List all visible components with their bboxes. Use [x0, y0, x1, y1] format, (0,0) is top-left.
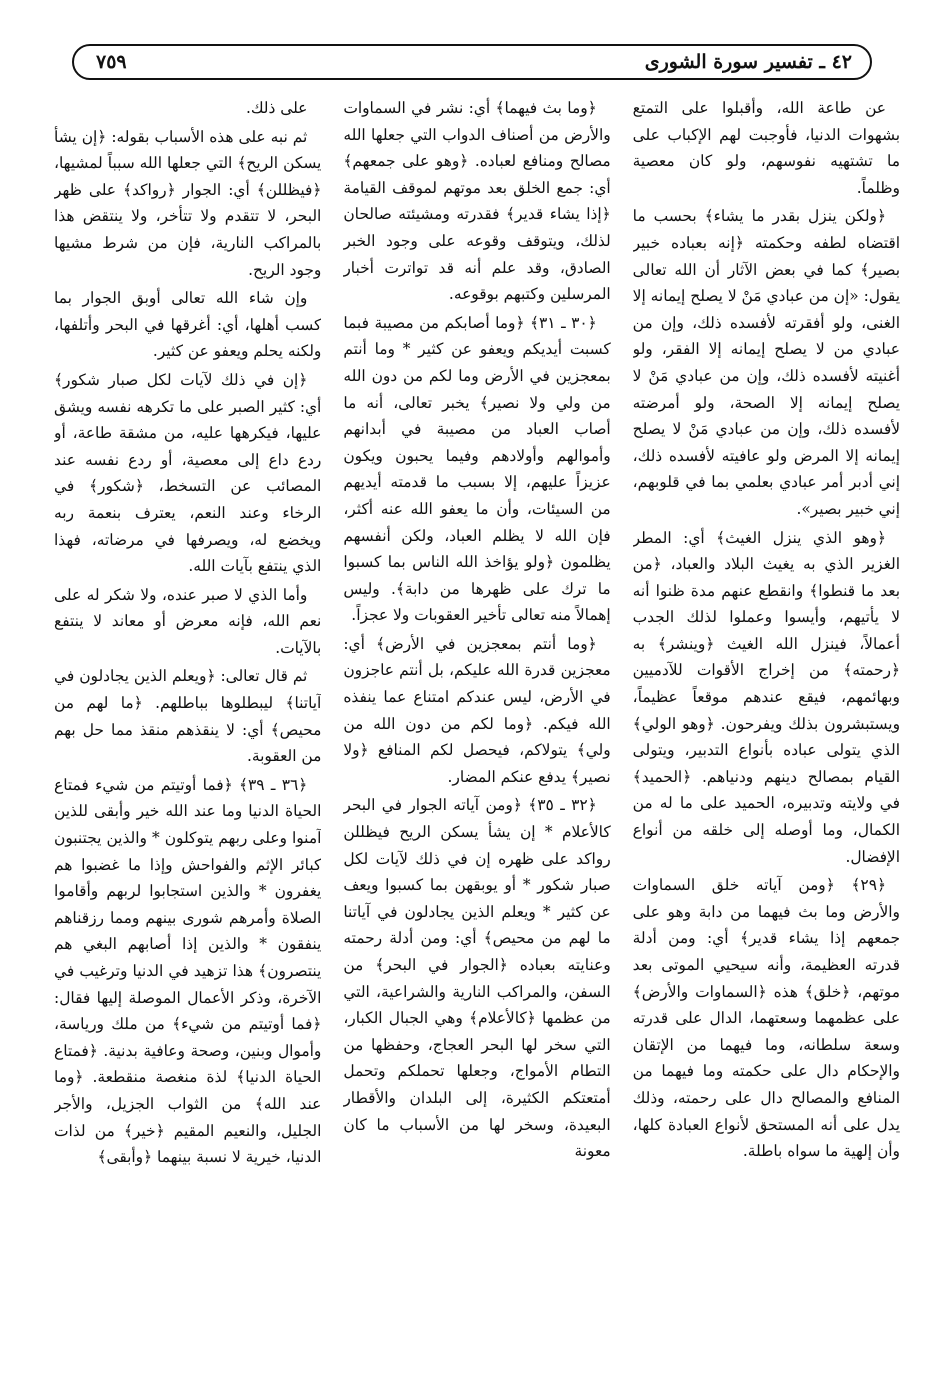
paragraph: ﴿٣٢ ـ ٣٥﴾ ﴿ومن آياته الجوار في البحر كالأعلام * إن يشأ يسكن الريح فيظللن رواكد على ظهره إن في ذلك لآيات لكل صبار شكور * أو يوبقهن بما كسبوا ويعف عن كثير * ويعلم الذين يجادلون في آياتنا ما لهم من محيص﴾ أي: ومن أدلة رحمته وعنايته بعباده ﴿الجوار في البحر﴾ من السفن، والمراكب النارية والشراعية، التي من عظمها ﴿كالأعلام﴾ وهي الجبال الكبار، التي سخر لها البحر العجاج، وحفظها من التطام الأمواج، وجعلها تحملكم وتحمل أمتعتكم الكثيرة، إلى البلدان والأقطار البعيدة، وسخر لها من الأسباب ما كان معونة: [343, 796, 611, 1161]
text-columns: [54, 95, 900, 1365]
paragraph: ﴿وهو الذي ينزل الغيث﴾ أي: المطر الغزير الذي به يغيث البلاد والعباد، ﴿من بعد ما قنطوا﴾ وانقطع عنهم مدة ظنوا أنه لا يأتيهم، وأيسوا وعملوا لذلك الجدب أعمالاً، فينزل الله الغيث ﴿وينشر﴾ به ﴿رحمته﴾ من إخراج الأقوات للآدميين وبهائمهم، فيقع عندهم موقعاً عظيماً، ويستبشرون بذلك ويفرحون. ﴿وهو الولي﴾ الذي يتولى عباده بأنواع التدبير، ويتولى القيام بمصالح دينهم ودنياهم. ﴿الحميد﴾ في ولايته وتدبيره، الحميد على ما له من الكمال، وما أوصله إلى خلقه من أنواع الإفضال.: [632, 528, 900, 866]
paragraph: عن طاعة الله، وأقبلوا على التمتع بشهوات الدنيا، فأوجبت لهم الإكباب على ما تشتهيه نفوسهم، ولو كان معصية وظلماً.: [632, 99, 900, 197]
column-right: [633, 95, 900, 1365]
column-middle: [343, 95, 610, 1365]
paragraph: ثم نبه على هذه الأسباب بقوله: ﴿إن يشأ يسكن الريح﴾ التي جعلها الله سبباً لمشيها، ﴿فيظللن﴾ أي: الجوار ﴿رواكد﴾ على ظهر البحر، لا تتقدم ولا تتأخر، ولا ينتقض هذا بالمراكب النارية، فإن من شرط مشيها وجود الريح.: [54, 127, 322, 279]
paragraph: وإن شاء الله تعالى أوبق الجوار بما كسب أهلها، أي: أغرقها في البحر وأتلفها، ولكنه يحلم ويعفو عن كثير.: [54, 289, 322, 361]
paragraph: ﴿٢٩﴾ ﴿ومن آياته خلق السماوات والأرض وما بث فيهما من دابة وهو على جمعهم إذا يشاء قدير﴾ أي: ومن أدلة قدرته العظيمة، وأنه سيحيي الموتى بعد موتهم، ﴿خلق﴾ هذه ﴿السماوات والأرض﴾ على عظمهما وسعتهما، الدال على قدرته وسعة سلطانه، وما فيهما من الإتقان والإحكام دال على حكمته وما فيهما من المنافع والمصالح دال على رحمته، وذلك يدل على أنه المستحق لأنواع العبادة كلها، وأن إلهية ما سواه باطلة.: [632, 876, 900, 1161]
paragraph: ثم قال تعالى: ﴿ويعلم الذين يجادلون في آياتنا﴾ ليبطلوها بباطلهم. ﴿ما لهم من محيص﴾ أي: لا ينقذهم منقذ مما حل بهم من العقوبة.: [54, 667, 322, 766]
running-title: ٤٢ ـ تفسير سورة الشورى: [644, 51, 852, 73]
page-number: ٧٥٩: [96, 51, 127, 73]
column-left: [54, 95, 321, 1365]
paragraph: ﴿وما بث فيهما﴾ أي: نشر في السماوات والأرض من أصناف الدواب التي جعلها الله مصالح ومنافع لعباده. ﴿وهو على جمعهم﴾ أي: جمع الخلق بعد موتهم لموقف القيامة ﴿إذا يشاء قدير﴾ فقدرته ومشيئته صالحان لذلك، ويتوقف وقوعه على وجود الخبر الصادق، وقد علم أنه قد تواترت أخبار المرسلين وكتبهم بوقوعه.: [343, 99, 611, 304]
paragraph: على ذلك.: [245, 99, 308, 117]
paragraph: ﴿إن في ذلك لآيات لكل صبار شكور﴾ أي: كثير الصبر على ما تكرهه نفسه ويشق عليها، فيكرهها عليه، من مشقة طاعة، أو ردع داع إلى معصية، أو ردع نفسه عند المصائب عن التسخط، ﴿شكور﴾ في الرخاء وعند النعم، يعترف بنعمة ربه ويخضع له، ويصرفها في مرضاته، فهذا الذي ينتفع بآيات الله.: [54, 370, 322, 576]
paragraph: ﴿٣٠ ـ ٣١﴾ ﴿وما أصابكم من مصيبة فبما كسبت أيديكم ويعفو عن كثير * وما أنتم بمعجزين في الأرض وما لكم من دون الله من ولي ولا نصير﴾ يخبر تعالى، أنه ما أصاب العباد من مصيبة في أبدانهم وأموالهم وأولادهم وفيما يحبون ويكون عزيزاً عليهم، إلا بسبب ما قدمته أيديهم من السيئات، وأن ما يعفو الله عنه أكثر، فإن الله لا يظلم العباد، ولكن أنفسهم يظلمون ﴿ولو يؤاخذ الله الناس بما كسبوا ما ترك على ظهرها من دابة﴾. وليس إهمالاً منه تعالى تأخير العقوبات ولا عجزاً.: [343, 313, 611, 625]
paragraph: وأما الذي لا صبر عنده، ولا شكر له على نعم الله، فإنه معرض أو معاند لا ينتفع بالآيات.: [54, 585, 322, 657]
paragraph: ﴿وما أنتم بمعجزين في الأرض﴾ أي: معجزين قدرة الله عليكم، بل أنتم عاجزون في الأرض، ليس عندكم امتناع عما ينفذه الله فيكم. ﴿وما لكم من دون الله من ولي﴾ يتولاكم، فيحصل لكم المنافع ﴿ولا نصير﴾ يدفع عنكم المضار.: [343, 634, 611, 786]
paragraph: ﴿٣٦ ـ ٣٩﴾ ﴿فما أوتيتم من شيء فمتاع الحياة الدنيا وما عند الله خير وأبقى للذين آمنوا وعلى ربهم يتوكلون * والذين يجتنبون كبائر الإثم والفواحش وإذا ما غضبوا هم يغفرون * والذين استجابوا لربهم وأقاموا الصلاة وأمرهم شورى بينهم ومما رزقناهم ينفقون * والذين إذا أصابهم البغي هم ينتصرون﴾ هذا تزهيد في الدنيا وترغيب في الآخرة، وذكر الأعمال الموصلة إليها فقال: ﴿فما أوتيتم من شيء﴾ من ملك ورياسة، وأموال وبنين، وصحة وعافية بدنية. ﴿فمتاع الحياة الدنيا﴾ لذة منغصة منقطعة. ﴿وما عند الله﴾ من الثواب الجزيل، والأجر الجليل، والنعيم المقيم ﴿خير﴾ من لذات الدنيا، خيرية لا نسبة بينهما ﴿وأبقى﴾: [54, 775, 322, 1167]
paragraph: ﴿ولكن ينزل بقدر ما يشاء﴾ بحسب ما اقتضاه لطفه وحكمته ﴿إنه بعباده خبير بصير﴾ كما في بعض الآثار أن الله تعالى يقول: «إن من عبادي مَنْ لا يصلح إيمانه إلا الغنى، ولو أفقرته لأفسده ذلك، وإن من عبادي من لا يصلح إيمانه إلا الفقر، ولو أغنيته لأفسده ذلك، وإن من عبادي مَنْ لا يصلح إيمانه إلا الصحة، ولو أمرضته لأفسده ذلك، وإن من عبادي مَنْ لا يصلح إيمانه إلا المرض ولو عافيته لأفسده ذلك، إني أدبر أمر عبادي بعلمي بما في قلوبهم، إني خبير بصير».: [632, 207, 900, 518]
page-header: [72, 44, 872, 80]
